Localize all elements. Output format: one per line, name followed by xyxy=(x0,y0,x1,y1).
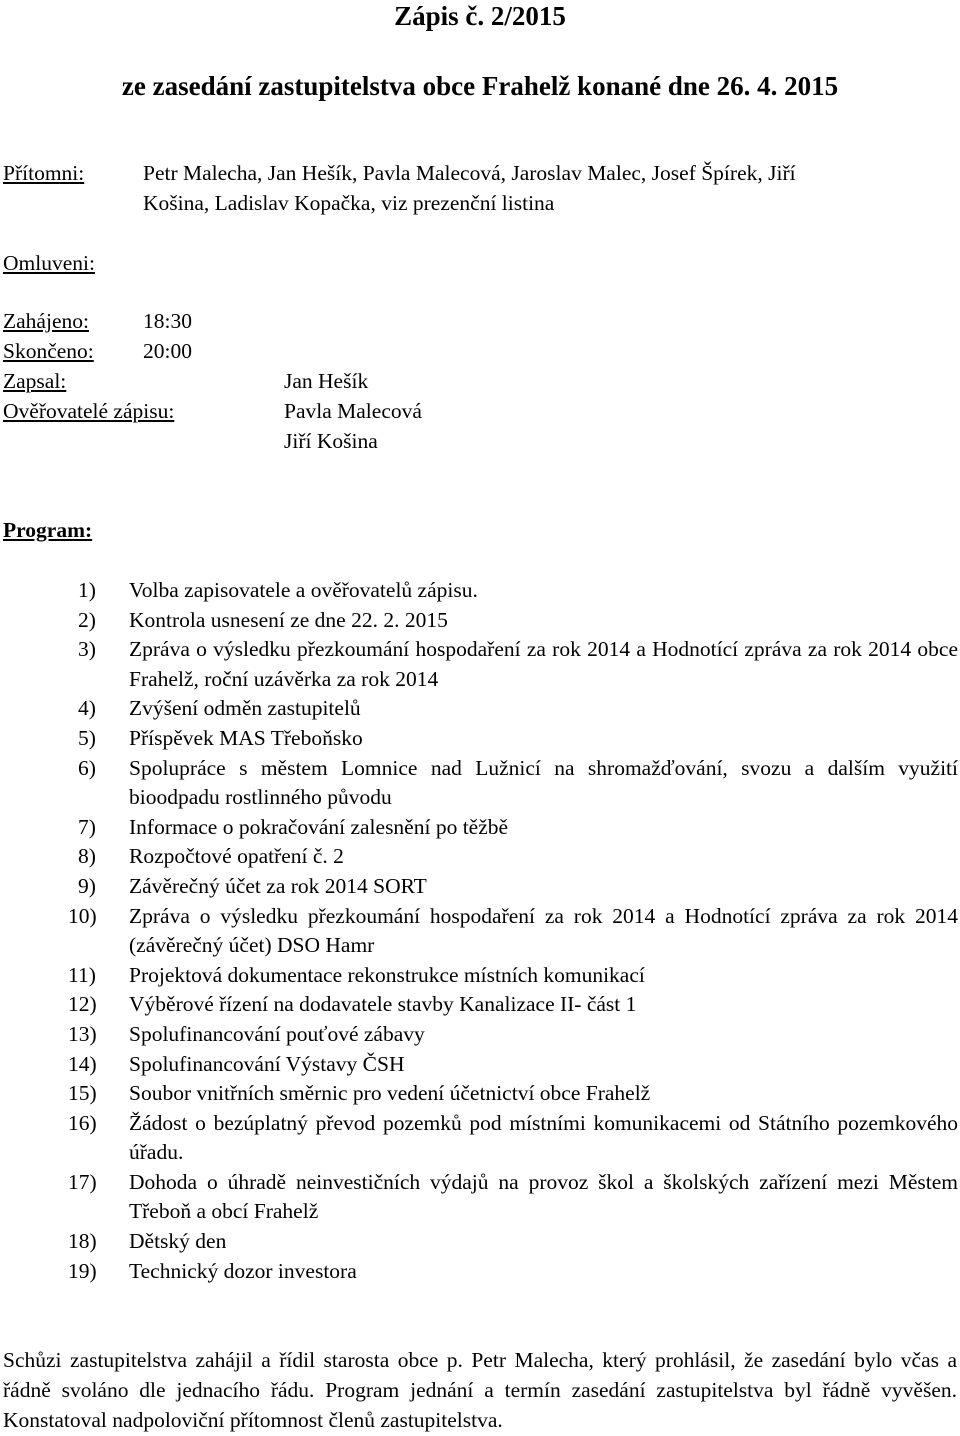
program-item xyxy=(0,990,960,1020)
started-label: Zahájeno: xyxy=(3,309,89,333)
program-item xyxy=(0,576,960,606)
program-item-number: 11) xyxy=(68,962,96,987)
verifier-2: Jiří Košina xyxy=(284,429,378,453)
program-list xyxy=(0,576,960,1286)
program-item-text: Výběrové řízení na dodavatele stavby Kanalizace II- část 1 xyxy=(129,992,637,1017)
program-item-text: Žádost o bezúplatný převod pozemků pod místními komunikacemi od Státního pozemkového úřadu. xyxy=(129,1110,958,1165)
program-item xyxy=(0,1109,960,1168)
program-item xyxy=(0,813,960,843)
program-item xyxy=(0,1257,960,1287)
present-names-line1: Petr Malecha, Jan Hešík, Pavla Malecová, Jaroslav Malec, Josef Špírek, Jiří xyxy=(143,161,796,185)
program-item xyxy=(0,1168,960,1227)
program-item xyxy=(0,1050,960,1080)
verifiers-label: Ověřovatelé zápisu: xyxy=(3,399,175,423)
program-item xyxy=(0,842,960,872)
program-item-text: Technický dozor investora xyxy=(129,1258,357,1283)
program-item xyxy=(0,902,960,961)
program-item xyxy=(0,1079,960,1109)
program-item-text: Volba zapisovatele a ověřovatelů zápisu. xyxy=(129,578,478,602)
program-item-text: Spolufinancování pouťové zábavy xyxy=(129,1021,425,1046)
program-item-number: 19) xyxy=(68,1258,97,1283)
program-item xyxy=(0,694,960,724)
verifier-1: Pavla Malecová xyxy=(284,399,422,423)
closing-paragraph: Schůzi zastupitelstva zahájil a řídil starosta obce p. Petr Malecha, který prohlásil, že zasedání bylo včas a řádně svoláno dle jednacího řádu. Program jednání a termín zasedání zastupitelstva byl řádně vyvěšen. Konstatoval nadpoloviční přítomnost členů zastupitelstva. xyxy=(3,1348,957,1432)
program-item xyxy=(0,754,960,813)
program-item xyxy=(0,606,960,636)
program-item xyxy=(0,635,960,694)
program-item-number: 18) xyxy=(68,1229,97,1254)
program-item xyxy=(0,1227,960,1257)
program-item xyxy=(0,961,960,991)
program-item-number: 15) xyxy=(68,1081,97,1106)
program-item-text: Spolupráce s městem Lomnice nad Lužnicí na shromažďování, svozu a dalším využití bioodpadu rostlinného původu xyxy=(129,755,958,810)
present-label: Přítomni: xyxy=(3,161,85,185)
document-subtitle: ze zasedání zastupitelstva obce Frahelž konané dne 26. 4. 2015 xyxy=(121,71,839,101)
program-item-number: 2) xyxy=(78,607,96,632)
program-item-text: Dohoda o úhradě neinvestičních výdajů na provoz škol a školských zařízení mezi Městem Třeboň a obcí Frahelž xyxy=(129,1169,958,1224)
program-item-text: Závěrečný účet za rok 2014 SORT xyxy=(129,873,427,898)
excused-label: Omluveni: xyxy=(3,251,95,275)
program-item-text: Projektová dokumentace rekonstrukce místních komunikací xyxy=(129,962,645,987)
program-item-number: 3) xyxy=(78,637,96,662)
program-item-text: Spolufinancování Výstavy ČSH xyxy=(129,1051,405,1076)
program-item-number: 1) xyxy=(78,578,96,602)
present-names-line2: Košina, Ladislav Kopačka, viz prezenční listina xyxy=(143,191,555,215)
program-item-number: 5) xyxy=(78,725,96,750)
program-item-text: Dětský den xyxy=(129,1229,227,1254)
program-item-text: Informace o pokračování zalesnění po těžbě xyxy=(129,814,509,839)
started-value: 18:30 xyxy=(143,309,192,333)
program-item-text: Zvýšení odměn zastupitelů xyxy=(129,696,361,721)
program-item-text: Kontrola usnesení ze dne 22. 2. 2015 xyxy=(129,607,448,632)
program-item xyxy=(0,1020,960,1050)
ended-value: 20:00 xyxy=(143,339,192,363)
program-item-number: 9) xyxy=(78,873,96,898)
program-heading: Program: xyxy=(3,518,93,542)
program-item xyxy=(0,724,960,754)
program-item xyxy=(0,872,960,902)
ended-label: Skončeno: xyxy=(3,339,94,363)
program-item-text: Rozpočtové opatření č. 2 xyxy=(129,844,344,869)
program-item-number: 17) xyxy=(68,1169,97,1194)
program-item-number: 14) xyxy=(68,1051,97,1076)
program-item-number: 8) xyxy=(78,844,96,869)
program-item-text: Zpráva o výsledku přezkoumání hospodaření za rok 2014 a Hodnotící zpráva za rok 2014 (závěrečný účet) DSO Hamr xyxy=(129,903,958,958)
program-item-number: 10) xyxy=(68,903,97,928)
program-item-number: 16) xyxy=(68,1110,97,1135)
document-title: Zápis č. 2/2015 xyxy=(394,1,566,31)
recorder-value: Jan Hešík xyxy=(284,369,369,393)
program-item-number: 13) xyxy=(68,1021,97,1046)
recorder-label: Zapsal: xyxy=(3,369,67,393)
program-item-number: 12) xyxy=(68,992,97,1017)
program-item-number: 6) xyxy=(78,755,96,780)
program-item-text: Soubor vnitřních směrnic pro vedení účetnictví obce Frahelž xyxy=(129,1081,651,1106)
program-item-text: Zpráva o výsledku přezkoumání hospodaření za rok 2014 a Hodnotící zpráva za rok 2014 obce Frahelž, roční uzávěrka za rok 2014 xyxy=(129,637,958,691)
program-item-text: Příspěvek MAS Třeboňsko xyxy=(129,725,363,750)
program-item-number: 4) xyxy=(78,696,96,721)
program-item-number: 7) xyxy=(78,814,96,839)
